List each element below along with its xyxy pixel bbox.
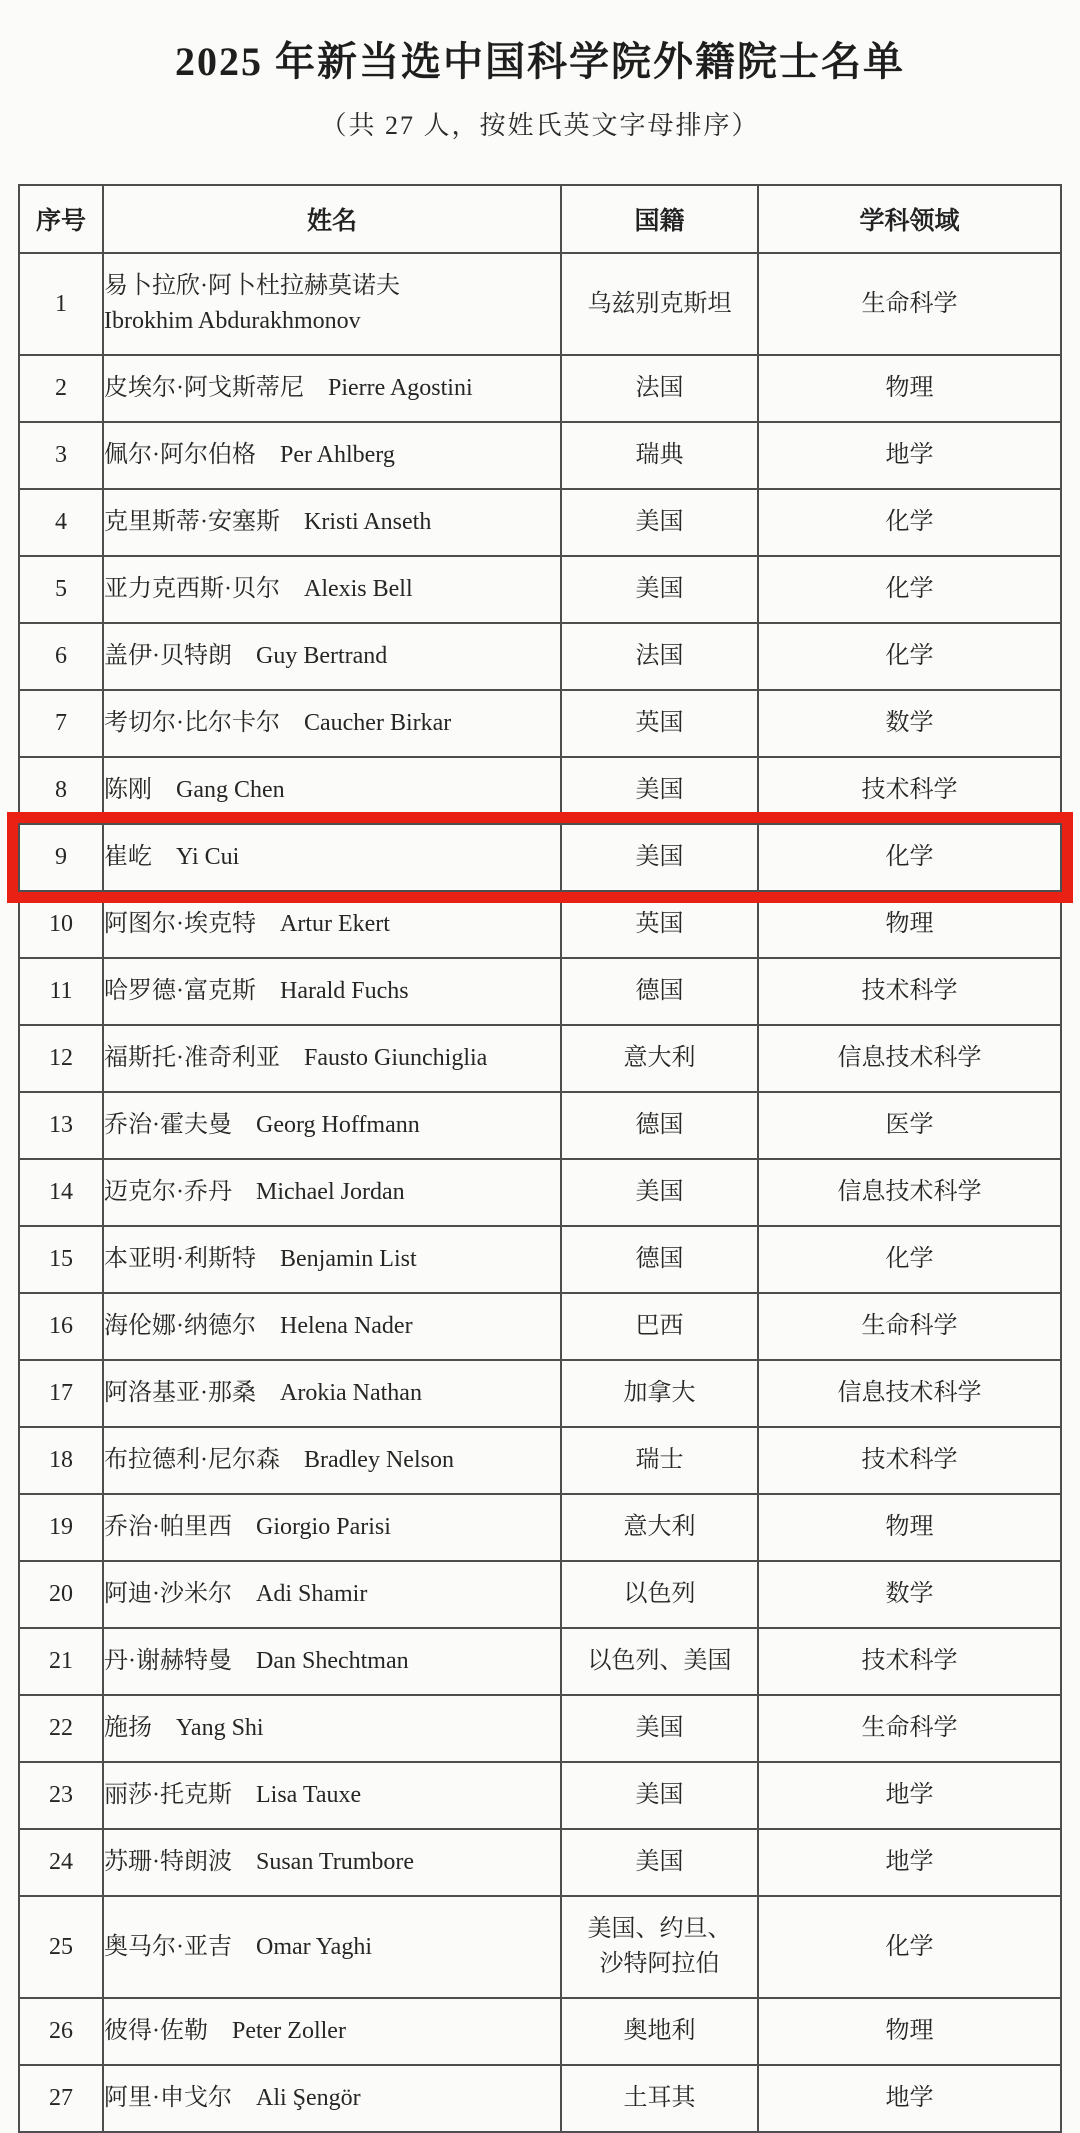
cell-name: 易卜拉欣·阿卜杜拉赫莫诺夫 Ibrokhim Abdurakhmonov	[103, 253, 561, 355]
table-row	[19, 757, 1061, 824]
header-cell-field: 学科领域	[758, 185, 1061, 253]
cell-field: 物理	[758, 891, 1061, 958]
table-row	[19, 1829, 1061, 1896]
cell-no: 23	[19, 1762, 103, 1829]
cell-nationality: 巴西	[561, 1293, 758, 1360]
cell-name: 阿迪·沙米尔 Adi Shamir	[103, 1561, 561, 1628]
cell-name: 彼得·佐勒 Peter Zoller	[103, 1998, 561, 2065]
cell-field: 物理	[758, 355, 1061, 422]
cell-nationality: 美国	[561, 757, 758, 824]
cell-no: 1	[19, 253, 103, 355]
academicians-table	[18, 184, 1062, 2133]
cell-nationality: 土耳其	[561, 2065, 758, 2132]
cell-field: 化学	[758, 1226, 1061, 1293]
table-row-highlighted	[19, 824, 1061, 891]
cell-name: 陈刚 Gang Chen	[103, 757, 561, 824]
cell-no: 11	[19, 958, 103, 1025]
cell-nationality: 乌兹别克斯坦	[561, 253, 758, 355]
cell-field: 技术科学	[758, 757, 1061, 824]
cell-field: 技术科学	[758, 958, 1061, 1025]
header-cell-no: 序号	[19, 185, 103, 253]
cell-nationality: 美国	[561, 1829, 758, 1896]
table-row	[19, 1494, 1061, 1561]
cell-field: 技术科学	[758, 1427, 1061, 1494]
cell-nationality: 瑞典	[561, 422, 758, 489]
cell-nationality: 意大利	[561, 1494, 758, 1561]
header-cell-name: 姓名	[103, 185, 561, 253]
cell-no: 6	[19, 623, 103, 690]
cell-nationality: 法国	[561, 623, 758, 690]
cell-nationality: 美国、约旦、 沙特阿拉伯	[561, 1896, 758, 1998]
cell-name: 崔屹 Yi Cui	[103, 824, 561, 891]
cell-no: 12	[19, 1025, 103, 1092]
cell-field: 信息技术科学	[758, 1025, 1061, 1092]
cell-name: 佩尔·阿尔伯格 Per Ahlberg	[103, 422, 561, 489]
table-row	[19, 489, 1061, 556]
cell-field: 化学	[758, 623, 1061, 690]
cell-field: 数学	[758, 1561, 1061, 1628]
cell-name: 施扬 Yang Shi	[103, 1695, 561, 1762]
cell-nationality: 美国	[561, 489, 758, 556]
table-row	[19, 1360, 1061, 1427]
table-row	[19, 623, 1061, 690]
cell-no: 21	[19, 1628, 103, 1695]
cell-name: 福斯托·准奇利亚 Fausto Giunchiglia	[103, 1025, 561, 1092]
table-row	[19, 2065, 1061, 2132]
cell-no: 5	[19, 556, 103, 623]
cell-field: 化学	[758, 556, 1061, 623]
cell-no: 18	[19, 1427, 103, 1494]
table-row	[19, 1025, 1061, 1092]
table-row	[19, 1226, 1061, 1293]
cell-nationality: 奥地利	[561, 1998, 758, 2065]
cell-no: 15	[19, 1226, 103, 1293]
cell-field: 医学	[758, 1092, 1061, 1159]
cell-no: 17	[19, 1360, 103, 1427]
cell-name: 乔治·霍夫曼 Georg Hoffmann	[103, 1092, 561, 1159]
cell-name: 布拉德利·尼尔森 Bradley Nelson	[103, 1427, 561, 1494]
cell-name: 奥马尔·亚吉 Omar Yaghi	[103, 1896, 561, 1998]
table-row	[19, 253, 1061, 355]
cell-name: 阿洛基亚·那桑 Arokia Nathan	[103, 1360, 561, 1427]
cell-nationality: 美国	[561, 1695, 758, 1762]
cell-nationality: 加拿大	[561, 1360, 758, 1427]
header-cell-nationality: 国籍	[561, 185, 758, 253]
cell-name: 亚力克西斯·贝尔 Alexis Bell	[103, 556, 561, 623]
cell-no: 8	[19, 757, 103, 824]
table-body	[19, 253, 1061, 2132]
table-row	[19, 1427, 1061, 1494]
cell-nationality: 瑞士	[561, 1427, 758, 1494]
cell-nationality: 美国	[561, 556, 758, 623]
cell-no: 9	[19, 824, 103, 891]
cell-field: 技术科学	[758, 1628, 1061, 1695]
cell-name: 皮埃尔·阿戈斯蒂尼 Pierre Agostini	[103, 355, 561, 422]
cell-no: 10	[19, 891, 103, 958]
cell-no: 14	[19, 1159, 103, 1226]
cell-nationality: 英国	[561, 891, 758, 958]
cell-field: 生命科学	[758, 253, 1061, 355]
cell-name: 迈克尔·乔丹 Michael Jordan	[103, 1159, 561, 1226]
cell-field: 地学	[758, 1829, 1061, 1896]
cell-nationality: 德国	[561, 958, 758, 1025]
table-row	[19, 556, 1061, 623]
cell-nationality: 美国	[561, 1159, 758, 1226]
cell-no: 7	[19, 690, 103, 757]
cell-nationality: 德国	[561, 1092, 758, 1159]
cell-field: 物理	[758, 1494, 1061, 1561]
cell-nationality: 意大利	[561, 1025, 758, 1092]
cell-field: 信息技术科学	[758, 1159, 1061, 1226]
table-row	[19, 1561, 1061, 1628]
table-row	[19, 1628, 1061, 1695]
cell-nationality: 英国	[561, 690, 758, 757]
cell-field: 地学	[758, 422, 1061, 489]
cell-nationality: 德国	[561, 1226, 758, 1293]
table-row	[19, 355, 1061, 422]
table-row	[19, 1896, 1061, 1998]
cell-name: 哈罗德·富克斯 Harald Fuchs	[103, 958, 561, 1025]
cell-nationality: 以色列	[561, 1561, 758, 1628]
cell-no: 22	[19, 1695, 103, 1762]
cell-name: 考切尔·比尔卡尔 Caucher Birkar	[103, 690, 561, 757]
table-row	[19, 1762, 1061, 1829]
table-header-row	[19, 185, 1061, 253]
cell-field: 信息技术科学	[758, 1360, 1061, 1427]
cell-name: 丽莎·托克斯 Lisa Tauxe	[103, 1762, 561, 1829]
cell-name: 海伦娜·纳德尔 Helena Nader	[103, 1293, 561, 1360]
cell-no: 13	[19, 1092, 103, 1159]
cell-name: 盖伊·贝特朗 Guy Bertrand	[103, 623, 561, 690]
cell-name: 丹·谢赫特曼 Dan Shechtman	[103, 1628, 561, 1695]
table-row	[19, 1159, 1061, 1226]
table-row	[19, 1092, 1061, 1159]
cell-name: 克里斯蒂·安塞斯 Kristi Anseth	[103, 489, 561, 556]
cell-no: 24	[19, 1829, 103, 1896]
cell-no: 20	[19, 1561, 103, 1628]
cell-nationality: 美国	[561, 1762, 758, 1829]
table-row	[19, 690, 1061, 757]
cell-field: 生命科学	[758, 1695, 1061, 1762]
cell-nationality: 法国	[561, 355, 758, 422]
cell-no: 2	[19, 355, 103, 422]
cell-no: 26	[19, 1998, 103, 2065]
cell-no: 25	[19, 1896, 103, 1998]
cell-no: 4	[19, 489, 103, 556]
table-row	[19, 891, 1061, 958]
cell-no: 19	[19, 1494, 103, 1561]
cell-field: 物理	[758, 1998, 1061, 2065]
cell-no: 27	[19, 2065, 103, 2132]
cell-name: 苏珊·特朗波 Susan Trumbore	[103, 1829, 561, 1896]
cell-field: 生命科学	[758, 1293, 1061, 1360]
cell-nationality: 以色列、美国	[561, 1628, 758, 1695]
page-subtitle: （共 27 人，按姓氏英文字母排序）	[320, 111, 760, 140]
page-title: 2025 年新当选中国科学院外籍院士名单	[175, 39, 905, 84]
cell-no: 16	[19, 1293, 103, 1360]
cell-name: 阿图尔·埃克特 Artur Ekert	[103, 891, 561, 958]
cell-nationality: 美国	[561, 824, 758, 891]
cell-field: 数学	[758, 690, 1061, 757]
table-row	[19, 422, 1061, 489]
cell-field: 化学	[758, 824, 1061, 891]
cell-name: 本亚明·利斯特 Benjamin List	[103, 1226, 561, 1293]
table-row	[19, 958, 1061, 1025]
cell-no: 3	[19, 422, 103, 489]
cell-field: 化学	[758, 1896, 1061, 1998]
table-row	[19, 1293, 1061, 1360]
cell-field: 地学	[758, 2065, 1061, 2132]
cell-field: 地学	[758, 1762, 1061, 1829]
table-row	[19, 1998, 1061, 2065]
cell-name: 乔治·帕里西 Giorgio Parisi	[103, 1494, 561, 1561]
cell-field: 化学	[758, 489, 1061, 556]
table-row	[19, 1695, 1061, 1762]
cell-name: 阿里·申戈尔 Ali Şengör	[103, 2065, 561, 2132]
